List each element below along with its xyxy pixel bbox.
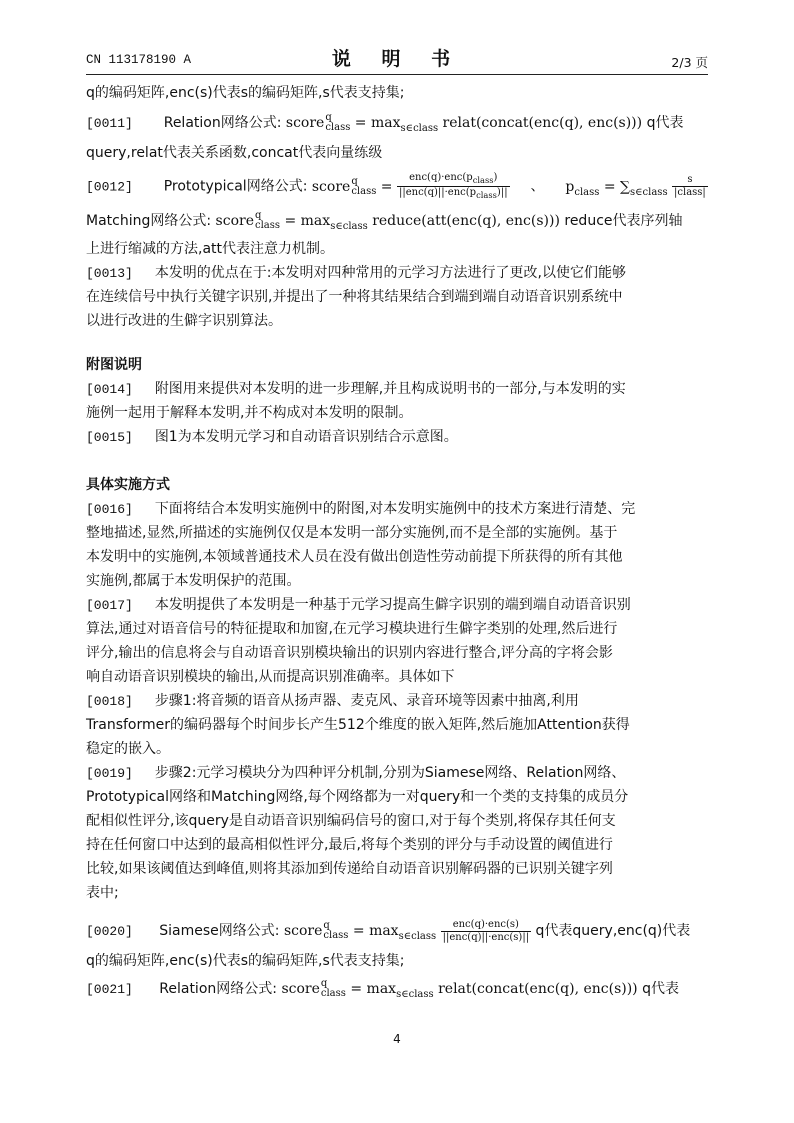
formula-label: Relation网络公式: — [163, 115, 282, 131]
formula-label: Prototypical网络公式: — [163, 178, 308, 195]
prototypical-formula: score q class = $\frac{enc(q)\cdot enc(p_{class})}{||enc(q)||\cdot enc(p_{class})||}$ — [311, 172, 508, 200]
text-line: 算法,通过对语音信号的特征提取和加窗,在元学习模块进行生僻字类别的处理,然后进行 — [86, 621, 618, 637]
text-line: 本发明中的实施例,本领域普通技术人员在没有做出创造性劳动前提下所获得的所有其他 — [86, 549, 623, 565]
section-heading-figures: 附图说明 — [86, 357, 142, 373]
text-line: 响自动语音识别模块的输出,从而提高识别准确率。具体如下 — [86, 669, 455, 685]
paragraph-number: [0011] — [86, 116, 133, 131]
paragraph-0018: [0018] 步骤1:将音频的语音从扬声器、麦克风、录音环境等因素中抽离,利用 — [86, 693, 579, 709]
paragraph-0011 — [86, 110, 708, 136]
page-number: 4 — [393, 1032, 401, 1046]
text-line: query,relat代表关系函数,concat代表向量练级 — [86, 145, 383, 161]
matching-formula: score q class = $\max_{s\in class}$ reduce(att(enc(q), enc(s))) — [215, 210, 560, 232]
paragraph-0013: [0013] 本发明的优点在于:本发明对四种常用的元学习方法进行了更改,以使它们能够 — [86, 265, 626, 281]
text-line: Prototypical网络和Matching网络,每个网络都为一对query和一个类的支持集的成员分 — [86, 789, 629, 805]
formula-note: q代表 — [646, 115, 684, 131]
siamese-formula: score q class = $\max_{s\in class}$ $\frac{\text{enc(q)·enc(s)}}{\text{||enc(q)||·enc(s)||}}$ — [283, 918, 530, 943]
text-line: q的编码矩阵,enc(s)代表s的编码矩阵,s代表支持集; — [86, 85, 405, 101]
header-divider — [86, 74, 708, 75]
formula-note: q代表query,enc(q)代表 — [535, 923, 691, 939]
text-line: 以进行改进的生僻字识别算法。 — [86, 313, 282, 329]
text-line: 在连续信号中执行关键字识别,并提出了一种将其结果结合到端到端自动语音识别系统中 — [86, 289, 623, 305]
paragraph-0020: [0020] Siamese网络公式: score q class = $\max_{s\in class}$ $\frac{\text{enc(q)·enc(s)}}{\text{||enc(q)||·enc(s)||}}$ q代表query,enc(q)代表 — [86, 918, 691, 943]
relation-formula: score q class = $\max_{s\in class}$ relat(concat(enc(q), enc(s))) — [281, 978, 638, 1000]
text-line: 实施例,都属于本发明保护的范围。 — [86, 573, 301, 589]
text-line: 整地描述,显然,所描述的实施例仅仅是本发明一部分实施例,而不是全部的实施例。基于 — [86, 525, 618, 541]
text-line: 施例一起用于解释本发明,并不构成对本发明的限制。 — [86, 405, 413, 421]
page-title: 说 明 书 — [331, 48, 463, 70]
separator: 、 — [530, 178, 545, 195]
text-line: 上进行缩减的方法,att代表注意力机制。 — [86, 241, 335, 257]
text-line: 持在任何窗口中达到的最高相似性评分,最后,将每个类别的评分与手动设置的阈值进行 — [86, 837, 613, 853]
page-counter: 2/3 页 — [671, 55, 708, 70]
relation-formula: score q class = $\max_{s\in class}$ relat(concat(enc(q), enc(s))) — [285, 112, 643, 134]
text-line: 比较,如果该阈值达到峰值,则将其添加到传递给自动语音识别解码器的已识别关键字列 — [86, 861, 613, 877]
text-line: 稳定的嵌入。 — [86, 741, 170, 757]
fraction: $\frac{enc(q)\cdot enc(p_{class})}{||enc(q)||\cdot enc(p_{class})||}$ — [398, 172, 508, 200]
paragraph-0019: [0019] 步骤2:元学习模块分为四种评分机制,分别为Siamese网络、Relation网络、 — [86, 765, 626, 781]
text-line: Transformer的编码器每个时间步长产生512个维度的嵌入矩阵,然后施加Attention获得 — [86, 717, 630, 733]
prototype-mean-formula: $p_{class} = \sum_{s\in class}$ $\frac{s}{\text{|class|}}$ — [565, 174, 706, 198]
document-number: CN 113178190 A — [86, 53, 192, 67]
text-line: 表中; — [86, 885, 119, 901]
paragraph-0021: [0021] Relation网络公式: score q class = $\max_{s\in class}$ relat(concat(enc(q), enc(s))) q代表 — [86, 978, 679, 1000]
formula-label: Matching网络公式: — [86, 213, 212, 229]
fraction: $\frac{s}{\text{|class|}}$ — [674, 174, 706, 198]
paragraph-0012 — [86, 172, 708, 198]
formula-note: reduce代表序列轴 — [564, 213, 683, 229]
paragraph-0014: [0014] 附图用来提供对本发明的进一步理解,并且构成说明书的一部分,与本发明的实 — [86, 381, 626, 397]
paragraph-0016: [0016] 下面将结合本发明实施例中的附图,对本发明实施例中的技术方案进行清楚、完 — [86, 501, 636, 517]
fraction: $\frac{\text{enc(q)·enc(s)}}{\text{||enc(q)||·enc(s)||}}$ — [442, 918, 530, 943]
formula-note: q代表 — [642, 981, 679, 997]
matching-formula-line — [86, 208, 708, 234]
text-line: q的编码矩阵,enc(s)代表s的编码矩阵,s代表支持集; — [86, 953, 405, 969]
paragraph-number: [0012] — [86, 179, 133, 195]
paragraph-0017: [0017] 本发明提供了本发明是一种基于元学习提高生僻字识别的端到端自动语音识别 — [86, 597, 631, 613]
formula-label: Siamese网络公式: — [159, 923, 280, 939]
section-heading-embodiment: 具体实施方式 — [86, 477, 170, 493]
text-line: 配相似性评分,该query是自动语音识别编码信号的窗口,对于每个类别,将保存其任何支 — [86, 813, 616, 829]
formula-label: Relation网络公式: — [159, 981, 277, 997]
paragraph-0015: [0015] 图1为本发明元学习和自动语音识别结合示意图。 — [86, 429, 458, 445]
text-line: 评分,输出的信息将会与自动语音识别模块输出的识别内容进行整合,评分高的字将会影 — [86, 645, 613, 661]
